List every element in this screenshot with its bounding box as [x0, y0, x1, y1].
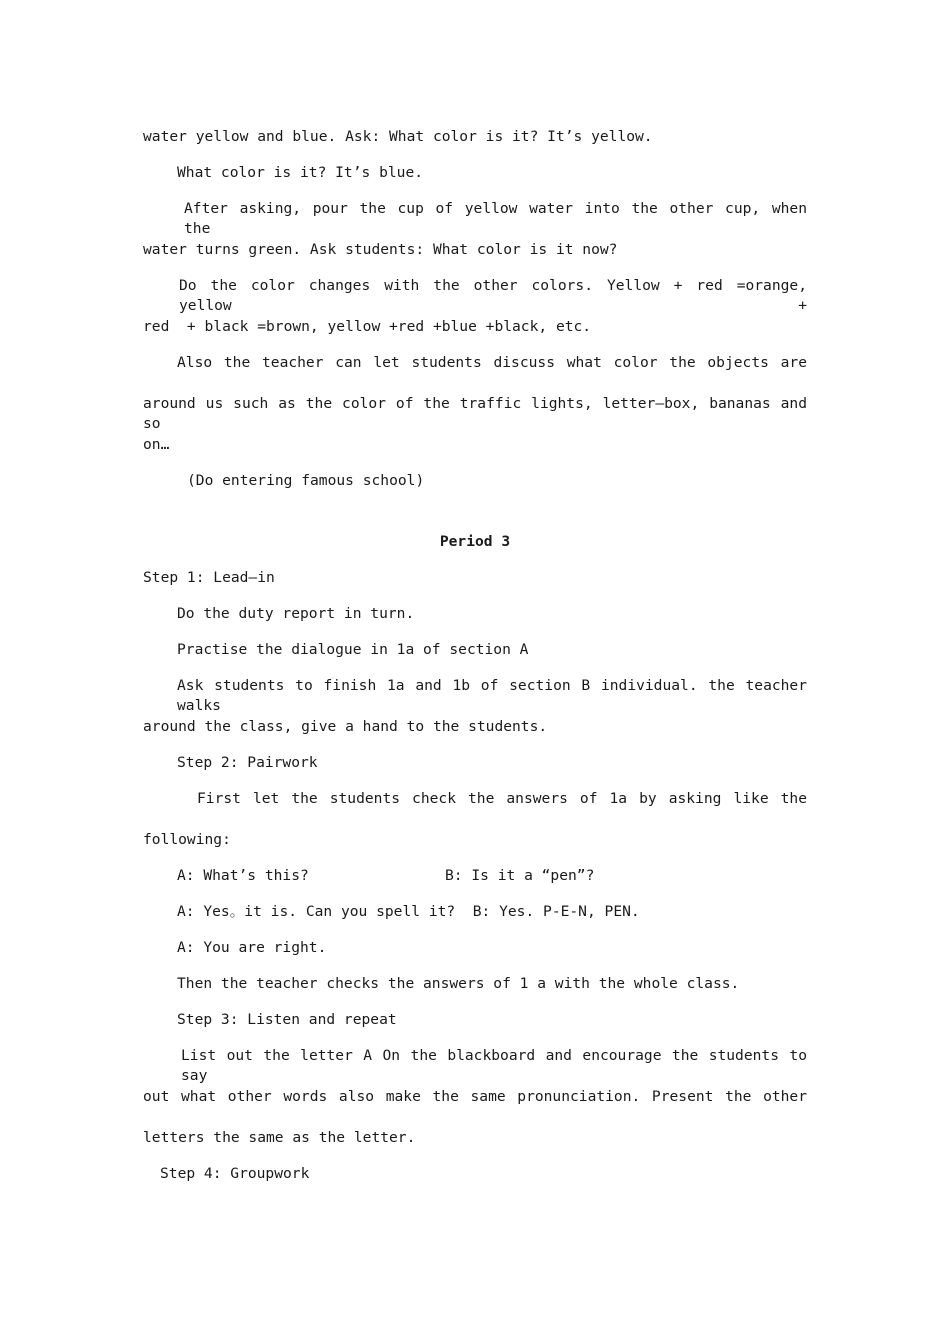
text-line: A: What’s this?	[177, 867, 309, 884]
text-line: A: Yes。it is. Can you spell it? B: Yes. P-E-N, PEN.	[177, 903, 640, 920]
text-line: Step 1: Lead—in	[143, 569, 275, 586]
text-line: red + black =brown, yellow +red +blue +black, etc.	[143, 318, 592, 335]
text-line: letters the same as the letter.	[143, 1129, 416, 1146]
text-line: around the class, give a hand to the students.	[143, 718, 548, 735]
text-line: around us such as the color of the traffic lights, letter—box, bananas and so	[143, 395, 807, 432]
text-line: water turns green. Ask students: What color is it now?	[143, 241, 618, 258]
text-line: Practise the dialogue in 1a of section A	[177, 641, 529, 658]
text-line: What color is it? It’s blue.	[177, 164, 424, 181]
text-line: List out the letter A On the blackboard and encourage the students to say	[181, 1047, 807, 1084]
text-line: Then the teacher checks the answers of 1 a with the whole class.	[177, 975, 740, 992]
text-line: Do the color changes with the other colors. Yellow + red =orange, yellow +	[179, 277, 807, 314]
text-line: Step 2: Pairwork	[177, 754, 318, 771]
text-line: A: You are right.	[177, 939, 327, 956]
text-line: Step 4: Groupwork	[160, 1165, 310, 1182]
text-line: After asking, pour the cup of yellow water into the other cup, when the	[184, 200, 807, 237]
text-line: Do the duty report in turn.	[177, 605, 415, 622]
text-line: water yellow and blue. Ask: What color is it? It’s yellow.	[143, 128, 653, 145]
text-line: (Do entering famous school)	[187, 472, 425, 489]
text-line: B: Is it a “pen”?	[445, 867, 595, 884]
text-line: on…	[143, 436, 170, 453]
text-line: Ask students to finish 1a and 1b of section B individual. the teacher walks	[177, 677, 807, 714]
text-line: out what other words also make the same pronunciation. Present the other	[143, 1088, 807, 1105]
text-line: Also the teacher can let students discuss what color the objects are	[177, 354, 807, 371]
section-title: Period 3	[439, 533, 511, 550]
text-line: following:	[143, 831, 231, 848]
text-line: First let the students check the answers of 1a by asking like the	[197, 790, 807, 807]
text-line: Step 3: Listen and repeat	[177, 1011, 397, 1028]
